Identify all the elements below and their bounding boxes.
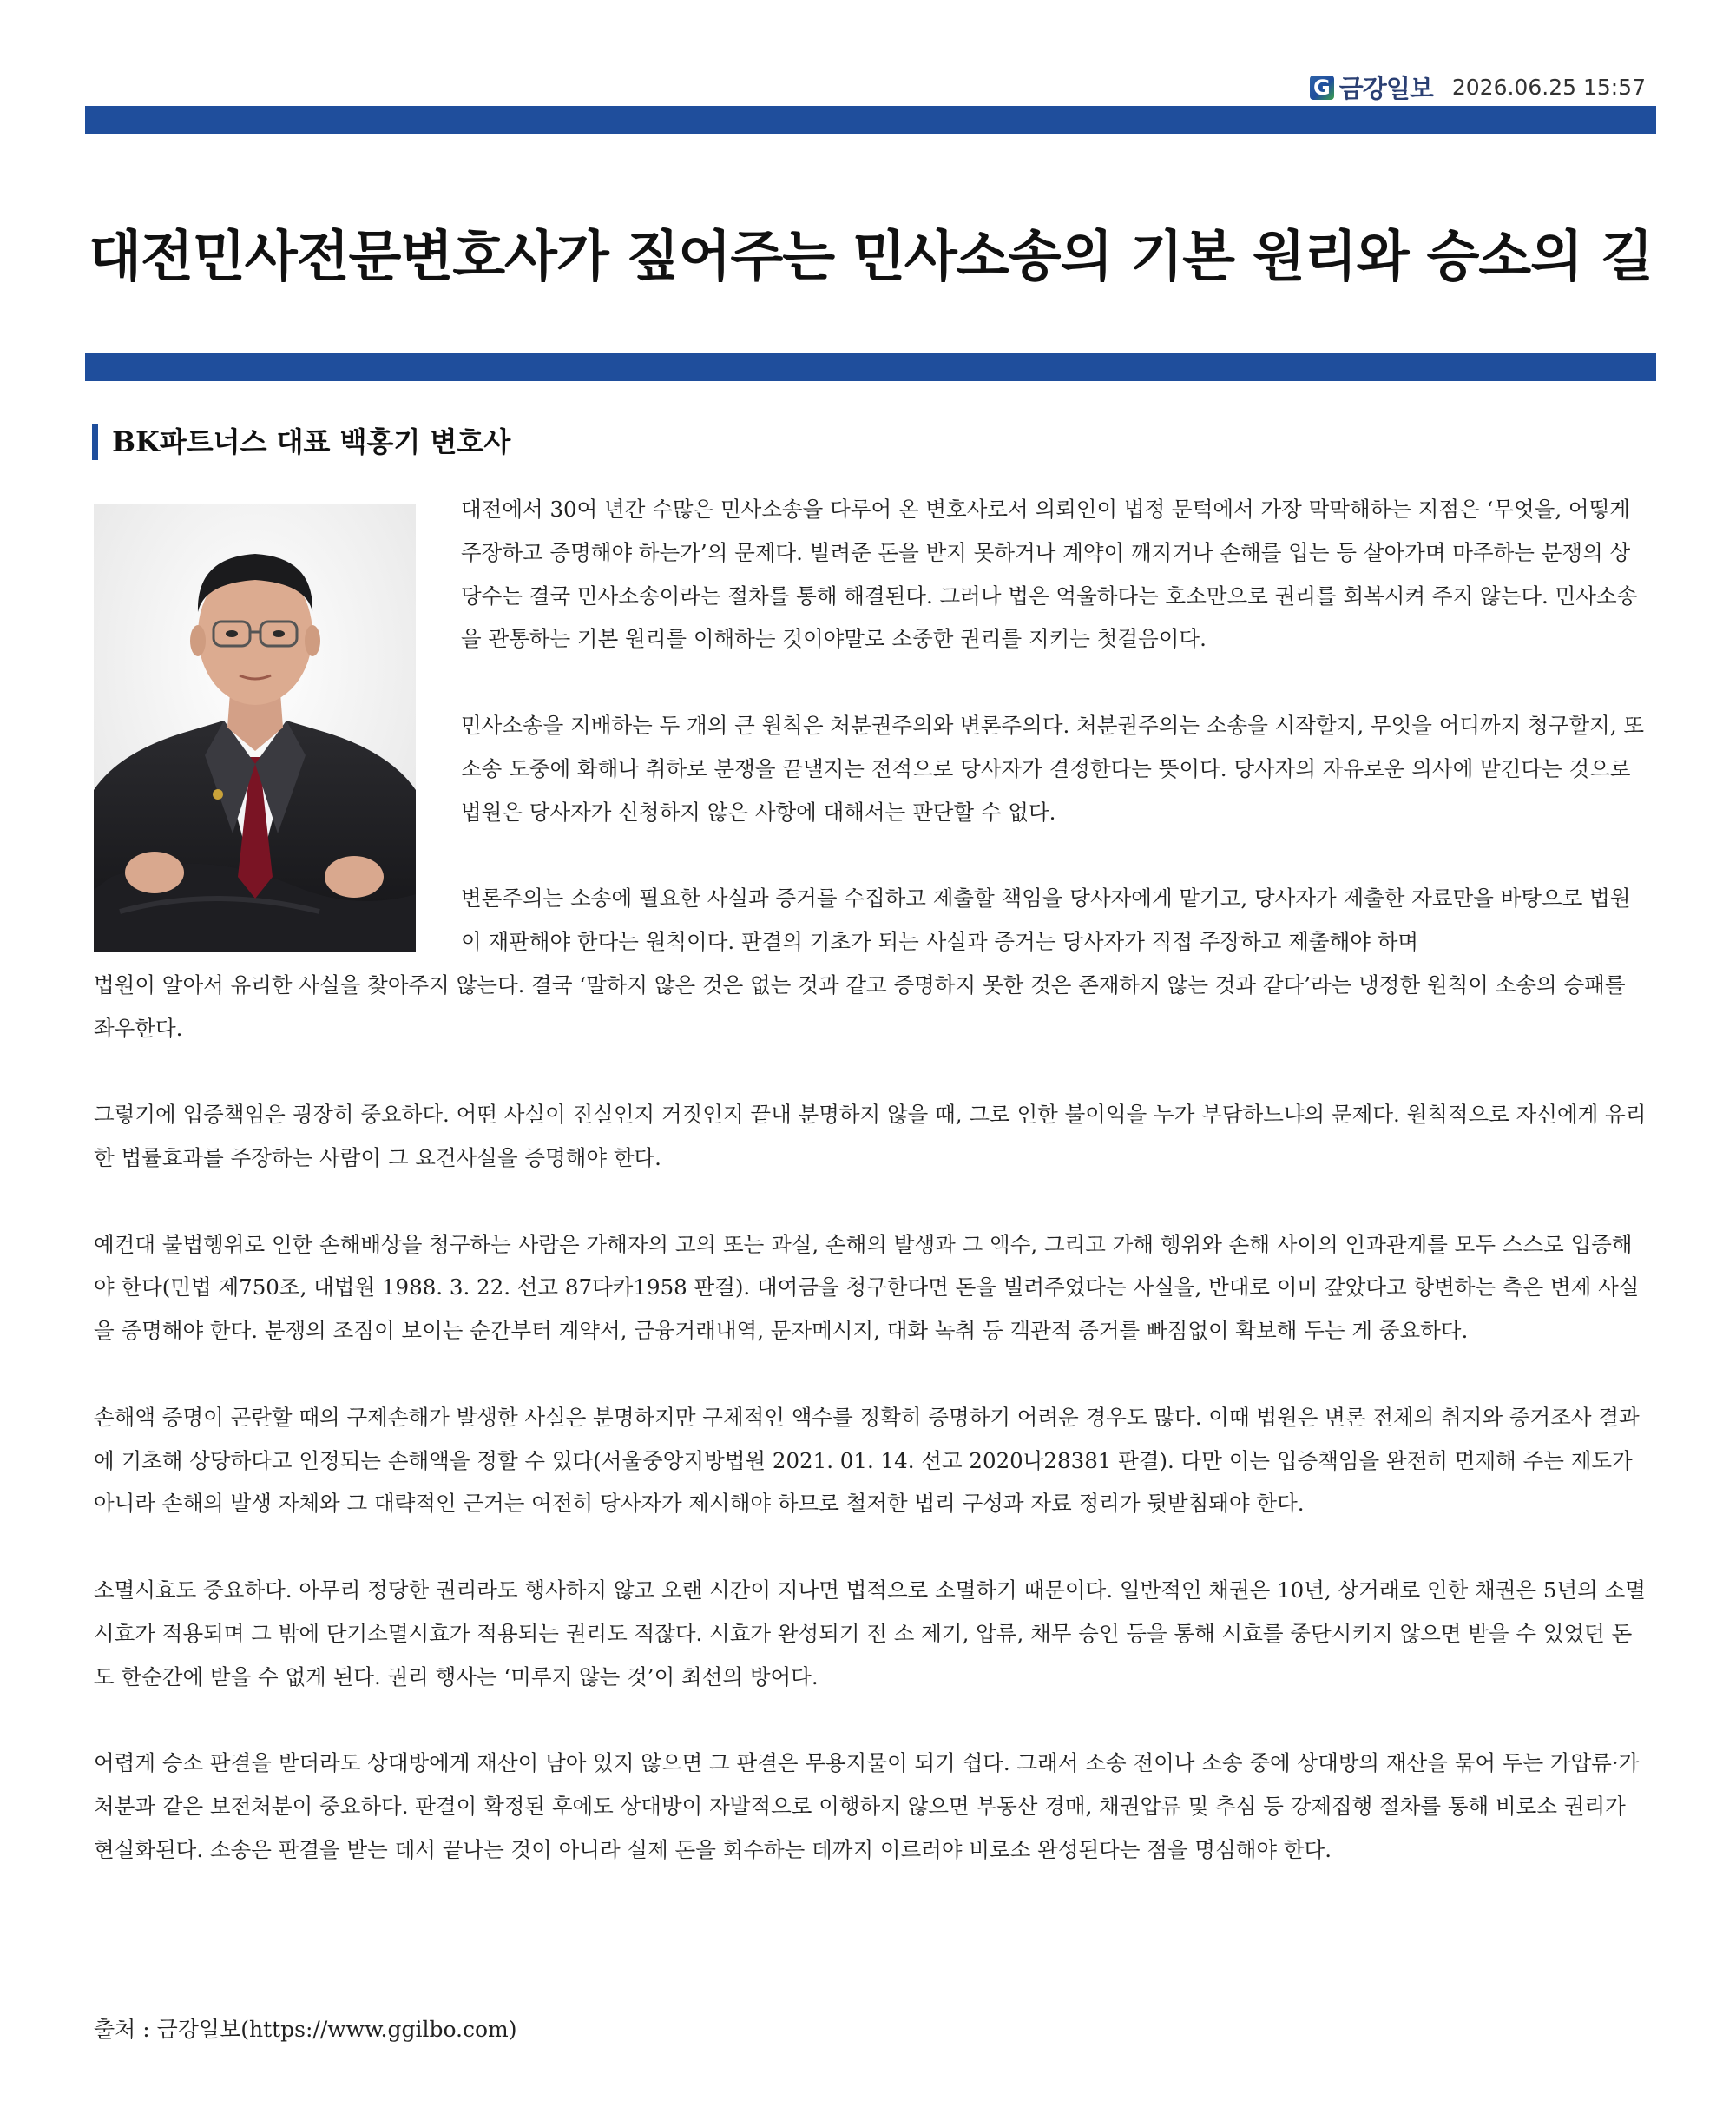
source-credit: 출처 : 금강일보(https://www.ggilbo.com) — [94, 2017, 517, 2042]
article-paragraph-1: 대전에서 30여 년간 수많은 민사소송을 다루어 온 변호사로서 의뢰인이 법정 문턱에서 가장 막막해하는 지점은 ‘무엇을, 어떻게 주장하고 증명해야 하는가’의 문제다. 빌려준 돈을 받지 못하거나 계약이 깨지거나 손해를 입는 등 살아가며 마주하는 분쟁의 상당수는 결국 민사소송이라는 절차를 통해 해결된다. 그러나 법은 억울하다는 호소만으로 권리를 회복시켜 주지 않는다. 민사소송을 관통하는 기본 원리를 이해하는 것이야말로 소중한 권리를 지키는 첫걸음이다. — [461, 497, 1638, 652]
publish-timestamp: 2026.06.25 15:57 — [1451, 75, 1646, 100]
article-paragraph-2: 민사소송을 지배하는 두 개의 큰 원칙은 처분권주의와 변론주의다. 처분권주의는 소송을 시작할지, 무엇을 어디까지 청구할지, 또 소송 도중에 화해나 취하로 분쟁을 끝낼지는 전적으로 당사자가 결정한다는 뜻이다. 당사자의 자유로운 의사에 맡긴다는 것으로 법원은 당사자가 신청하지 않은 사항에 대해서는 판단할 수 없다. — [461, 712, 1645, 825]
header-divider-bar — [85, 106, 1656, 134]
newspaper-logo[interactable] — [1310, 69, 1433, 105]
article-paragraph-6: 손해액 증명이 곤란할 때의 구제손해가 발생한 사실은 분명하지만 구체적인 액수를 정확히 증명하기 어려운 경우도 많다. 이때 법원은 변론 전체의 취지와 증거조사 결과에 기초해 상당하다고 인정되는 손해액을 정할 수 있다(서울중앙지방법원 2021. 01. 14. 선고 2020나28381 판결). 다만 이는 입증책임을 완전히 면제해 주는 제도가 아니라 손해의 발생 자체와 그 대략적인 근거는 여전히 당사자가 제시해야 하므로 철저한 법리 구성과 자료 정리가 뒷받침돼야 한다. — [94, 1404, 1640, 1517]
article-paragraph-5: 예컨대 불법행위로 인한 손해배상을 청구하는 사람은 가해자의 고의 또는 과실, 손해의 발생과 그 액수, 그리고 가해 행위와 손해 사이의 인과관계를 모두 스스로 입증해야 한다(민법 제750조, 대법원 1988. 3. 22. 선고 87다카1958 판결). 대여금을 청구한다면 돈을 빌려주었다는 사실을, 반대로 이미 갚았다고 항변하는 측은 변제 사실을 증명해야 한다. 분쟁의 조짐이 보이는 순간부터 계약서, 금융거래내역, 문자메시지, 대화 녹취 등 객관적 증거를 빠짐없이 확보해 두는 게 중요하다. — [94, 1231, 1640, 1344]
article-body — [94, 488, 1649, 1872]
article-paragraph-3: 변론주의는 소송에 필요한 사실과 증거를 수집하고 제출할 책임을 당사자에게 맡기고, 당사자가 제출한 자료만을 바탕으로 법원이 재판해야 한다는 원칙이다. 판결의 기초가 되는 사실과 증거는 당사자가 직접 주장하고 제출해야 하며 — [461, 886, 1631, 954]
author-byline: BK파트너스 대표 백홍기 변호사 — [92, 424, 510, 460]
masthead — [1310, 69, 1646, 105]
logo-text: 금강일보 — [1338, 74, 1433, 103]
logo-icon: G — [1310, 76, 1334, 100]
article-paragraph-3-continued: 법원이 알아서 유리한 사실을 찾아주지 않는다. 결국 ‘말하지 않은 것은 없는 것과 같고 증명하지 못한 것은 존재하지 않는 것과 같다’라는 냉정한 원칙이 소송의 승패를 좌우한다. — [94, 971, 1626, 1041]
article-paragraph-8: 어렵게 승소 판결을 받더라도 상대방에게 재산이 남아 있지 않으면 그 판결은 무용지물이 되기 쉽다. 그래서 소송 전이나 소송 중에 상대방의 재산을 묶어 두는 가압류·가처분과 같은 보전처분이 중요하다. 판결이 확정된 후에도 상대방이 자발적으로 이행하지 않으면 부동산 경매, 채권압류 및 추심 등 강제집행 절차를 통해 비로소 권리가 현실화된다. 소송은 판결을 받는 데서 끝나는 것이 아니라 실제 돈을 회수하는 데까지 이르러야 비로소 완성된다는 점을 명심해야 한다. — [94, 1750, 1640, 1862]
headline-divider-bar — [85, 353, 1656, 381]
article-paragraph-7: 소멸시효도 중요하다. 아무리 정당한 권리라도 행사하지 않고 오랜 시간이 지나면 법적으로 소멸하기 때문이다. 일반적인 채권은 10년, 상거래로 인한 채권은 5년의 소멸시효가 적용되며 그 밖에 단기소멸시효가 적용되는 권리도 적잖다. 시효가 완성되기 전 소 제기, 압류, 채무 승인 등을 통해 시효를 중단시키지 않으면 받을 수 있었던 돈도 한순간에 받을 수 없게 된다. 권리 행사는 ‘미루지 않는 것’이 최선의 방어다. — [94, 1577, 1646, 1689]
article-paragraph-4: 그렇기에 입증책임은 굉장히 중요하다. 어떤 사실이 진실인지 거짓인지 끝내 분명하지 않을 때, 그로 인한 불이익을 누가 부담하느냐의 문제다. 원칙적으로 자신에게 유리한 법률효과를 주장하는 사람이 그 요건사실을 증명해야 한다. — [94, 1102, 1647, 1170]
article-headline: 대전민사전문변호사가 짚어주는 민사소송의 기본 원리와 승소의 길 — [89, 225, 1653, 288]
